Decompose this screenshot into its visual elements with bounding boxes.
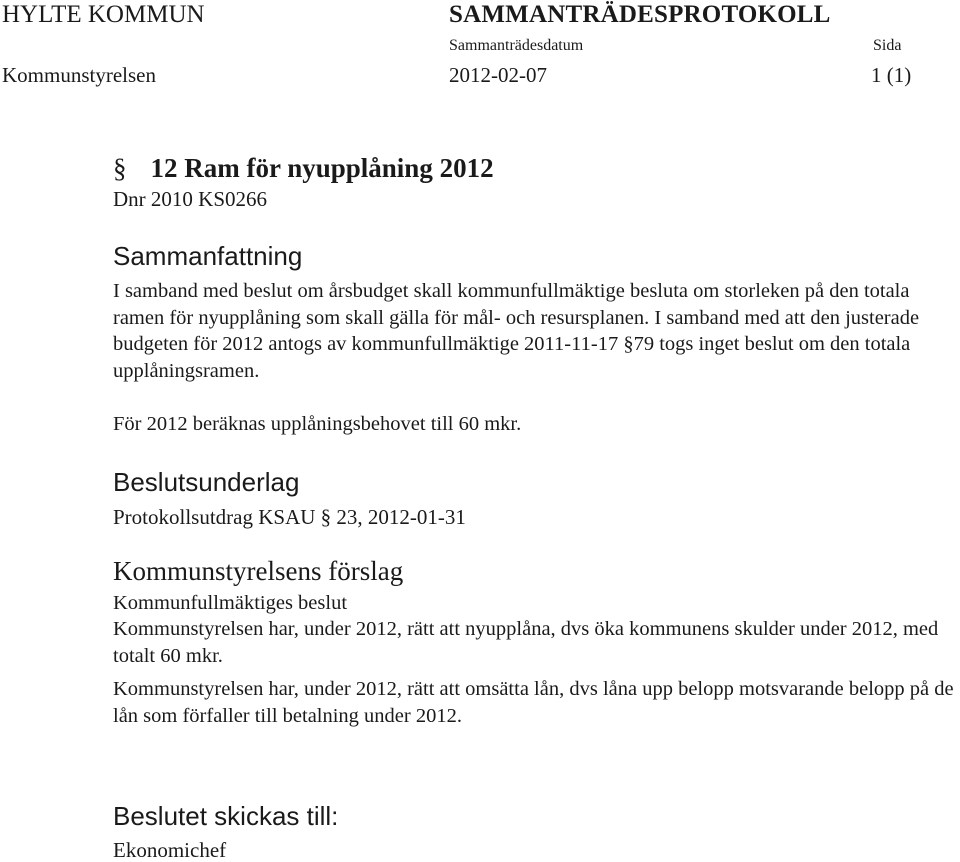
board-name: Kommunstyrelsen bbox=[2, 63, 156, 87]
basis-heading: Beslutsunderlag bbox=[113, 467, 300, 497]
council-decision-subheading: Kommunfullmäktiges beslut bbox=[113, 592, 348, 614]
proposal-heading: Kommunstyrelsens förslag bbox=[113, 556, 404, 586]
meeting-date: 2012-02-07 bbox=[449, 63, 547, 87]
summary-heading: Sammanfattning bbox=[113, 241, 303, 271]
section-number-title: 12 Ram för nyupplåning 2012 bbox=[150, 153, 494, 183]
basis-text: Protokollsutdrag KSAU § 23, 2012-01-31 bbox=[113, 505, 466, 529]
section-symbol: § bbox=[113, 153, 127, 183]
summary-text: I samband med beslut om årsbudget skall kommunfullmäktige besluta om storleken på den totala ramen för nyupplåning som skall gälla för mål- och resursplanen. I samband med att den justerade budgeten för 2012 antogs av kommunfullmäktige 2011-11-17 §79 togs inget beslut om den totala upplåningsramen. bbox=[113, 280, 920, 382]
municipality-name: HYLTE KOMMUN bbox=[2, 1, 205, 28]
distribution-recipient: Ekonomichef bbox=[113, 838, 227, 862]
section-title bbox=[113, 150, 494, 186]
decision-paragraph-2: Kommunstyrelsen har, under 2012, rätt att omsätta lån, dvs låna upp belopp motsvarande belopp på de lån som förfaller till betalning under 2012. bbox=[113, 678, 954, 727]
borrowing-need-text: För 2012 beräknas upplåningsbehovet till 60 mkr. bbox=[113, 413, 522, 435]
page-number: 1 (1) bbox=[871, 63, 912, 87]
distribution-heading: Beslutet skickas till: bbox=[113, 801, 339, 831]
protocol-title: SAMMANTRÄDESPROTOKOLL bbox=[449, 1, 831, 28]
meeting-date-label: Sammanträdesdatum bbox=[449, 37, 584, 54]
case-number: Dnr 2010 KS0266 bbox=[113, 187, 268, 211]
decision-paragraph-1: Kommunstyrelsen har, under 2012, rätt att nyupplåna, dvs öka kommunens skulder under 2012, med totalt 60 mkr. bbox=[113, 618, 939, 667]
page-label: Sida bbox=[873, 37, 902, 54]
